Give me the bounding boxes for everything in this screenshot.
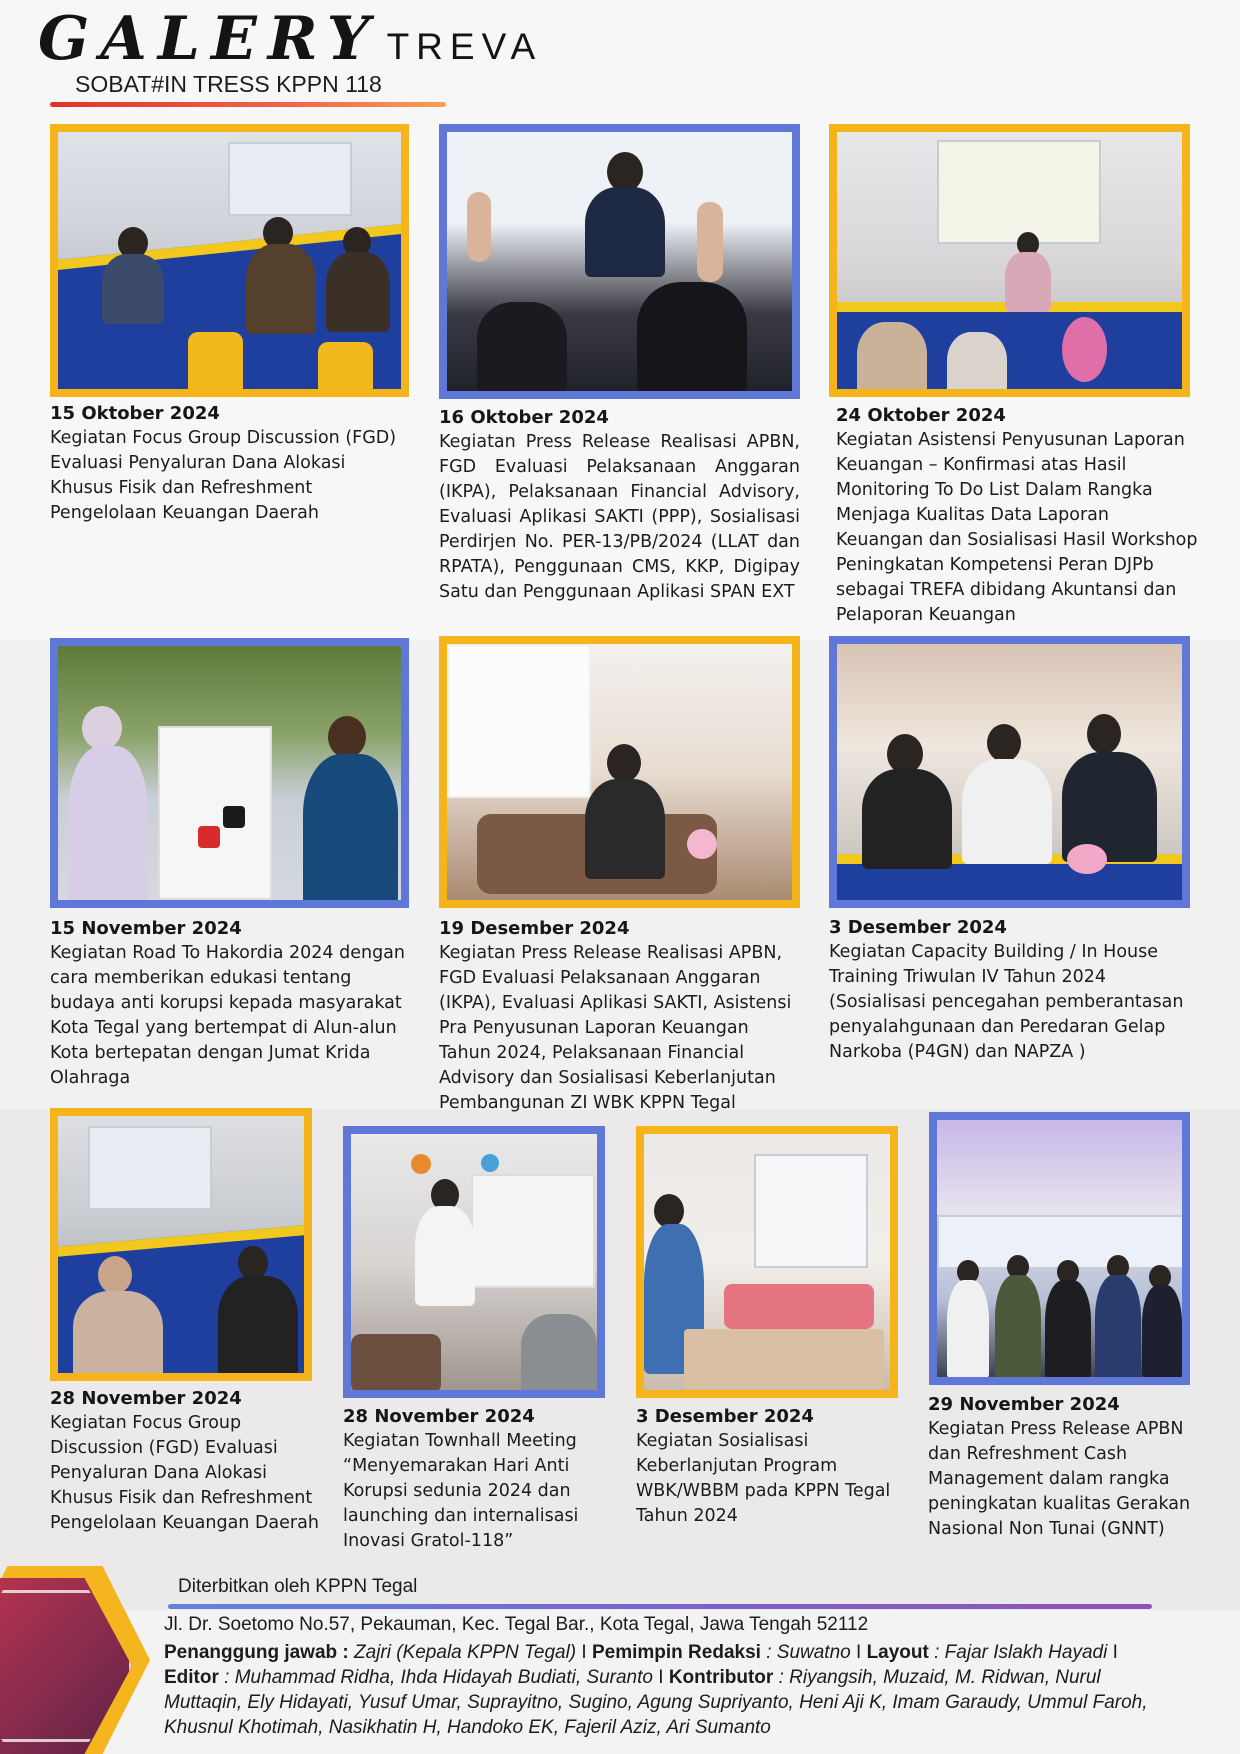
caption-7 xyxy=(50,1386,320,1536)
photo-capacity-building xyxy=(829,636,1190,908)
brand-suffix: TREVA xyxy=(386,26,543,67)
caption-text: Kegiatan Press Release Realisasi APBN, FGD Evaluasi Pelaksanaan Anggaran (IKPA), Evaluasi Aplikasi SAKTI, Asistensi Pra Penyusunan Laporan Keuangan Tahun 2024, Pelaksanaan Financial Advisory dan Sosialisasi Keberlanjutan Pembangunan ZI WBK KPPN Tegal xyxy=(439,943,792,1113)
caption-text: Kegiatan Townhall Meeting “Menyemarakan Hari Anti Korupsi sedunia 2024 dan launching dan internalisasi Inovasi Gratol-118” xyxy=(343,1431,579,1551)
caption-3 xyxy=(836,403,1198,628)
caption-date: 15 Oktober 2024 xyxy=(50,403,220,424)
credit-separator: I xyxy=(1112,1642,1118,1663)
caption-8 xyxy=(343,1404,608,1554)
footer-divider xyxy=(168,1604,1152,1609)
caption-date: 29 November 2024 xyxy=(928,1394,1120,1415)
credit-label: Layout xyxy=(866,1642,929,1663)
caption-date: 28 November 2024 xyxy=(343,1406,535,1427)
photo-sosialisasi-wbk xyxy=(636,1126,898,1398)
caption-text: Kegiatan Capacity Building / In House Training Triwulan IV Tahun 2024 (Sosialisasi pencegahan pemberantasan penyalahgunaan dan Peredaran Gelap Narkoba (P4GN) dan NAPZA ) xyxy=(829,942,1184,1062)
caption-date: 15 November 2024 xyxy=(50,918,242,939)
caption-text: Kegiatan Asistensi Penyusunan Laporan Keuangan – Konfirmasi atas Hasil Monitoring To Do List Dalam Rangka Menjaga Kualitas Data Laporan Keuangan dan Sosialisasi Hasil Workshop Peningkatan Kompetensi Peran DJPb sebagai TREFA dibidang Akuntansi dan Pelaporan Keuangan xyxy=(836,430,1198,625)
caption-4 xyxy=(50,916,410,1091)
photo-press-release-december xyxy=(439,636,800,908)
caption-text: Kegiatan Focus Group Discussion (FGD) Evaluasi Penyaluran Dana Alokasi Khusus Fisik dan Refreshment Pengelolaan Keuangan Daerah xyxy=(50,428,397,523)
publisher-line: Diterbitkan oleh KPPN Tegal xyxy=(178,1576,418,1597)
editorial-credits xyxy=(164,1640,1164,1740)
caption-date: 3 Desember 2024 xyxy=(829,917,1007,938)
caption-6 xyxy=(829,915,1190,1065)
credit-separator: I xyxy=(581,1642,592,1663)
caption-text: Kegiatan Road To Hakordia 2024 dengan cara memberikan edukasi tentang budaya anti korupsi kepada masyarakat Kota Tegal yang bertempat di Alun-alun Kota bertepatan dengan Jumat Krida Olahraga xyxy=(50,943,405,1088)
caption-text: Kegiatan Sosialisasi Keberlanjutan Program WBK/WBBM pada KPPN Tegal Tahun 2024 xyxy=(636,1431,891,1526)
tagline: SOBAT#IN TRESS KPPN 118 xyxy=(75,71,382,97)
caption-10 xyxy=(928,1392,1196,1542)
caption-1 xyxy=(50,401,410,526)
photo-townhall-meeting xyxy=(343,1126,605,1398)
caption-date: 3 Desember 2024 xyxy=(636,1406,814,1427)
photo-press-release-october xyxy=(439,124,800,399)
office-address: Jl. Dr. Soetomo No.57, Pekauman, Kec. Tegal Bar., Kota Tegal, Jawa Tengah 52112 xyxy=(164,1614,869,1635)
caption-text: Kegiatan Press Release Realisasi APBN, FGD Evaluasi Pelaksanaan Anggaran (IKPA), Pelaksanaan Financial Advisory, Evaluasi Aplikasi SAKTI (PPP), Sosialisasi Perdirjen No. PER-13/PB/2024 (LLAT dan RPATA), Penggunaan CMS, KKP, Digipay Satu dan Penggunaan Aplikasi SPAN EXT xyxy=(439,432,800,602)
credit-value: : Riyangsih, Muzaid, M. Ridwan, Nurul Muttaqin, Ely Hidayati, Yusuf Umar, Suprayitno, Sugino, Agung Supriyanto, Heni Aji K, Imam Garaudy, Ummul Faroh, Khusnul Khotimah, Nasikhatin H, Handoko EK, Fajeril Aziz, Ari Sumanto xyxy=(164,1667,1148,1738)
credit-label: Penanggung jawab : xyxy=(164,1642,349,1663)
caption-date: 19 Desember 2024 xyxy=(439,918,630,939)
header-divider xyxy=(50,102,446,107)
credit-value: : Suwatno xyxy=(766,1642,851,1663)
caption-text: Kegiatan Press Release APBN dan Refreshment Cash Management dalam rangka peningkatan kualitas Gerakan Nasional Non Tunai (GNNT) xyxy=(928,1419,1191,1539)
photo-press-release-gnnt xyxy=(929,1112,1190,1385)
caption-2 xyxy=(439,405,800,605)
credit-value: : Fajar Islakh Hayadi xyxy=(934,1642,1108,1663)
credit-separator: I xyxy=(856,1642,867,1663)
masthead xyxy=(38,4,542,74)
brand-title: GALERY xyxy=(38,4,381,74)
credit-label: Pemimpin Redaksi xyxy=(591,1642,761,1663)
credit-separator: I xyxy=(658,1667,669,1688)
credit-value: : Muhammad Ridha, Ihda Hidayah Budiati, Suranto xyxy=(224,1667,653,1688)
credit-value: Zajri (Kepala KPPN Tegal) xyxy=(354,1642,577,1663)
caption-5 xyxy=(439,916,800,1116)
credit-label: Kontributor xyxy=(668,1667,774,1688)
caption-date: 16 Oktober 2024 xyxy=(439,407,609,428)
caption-date: 28 November 2024 xyxy=(50,1388,242,1409)
caption-text: Kegiatan Focus Group Discussion (FGD) Evaluasi Penyaluran Dana Alokasi Khusus Fisik dan Refreshment Pengelolaan Keuangan Daerah xyxy=(50,1413,319,1533)
photo-asistensi-lk-october xyxy=(829,124,1190,397)
caption-9 xyxy=(636,1404,906,1529)
caption-date: 24 Oktober 2024 xyxy=(836,405,1006,426)
photo-road-to-hakordia xyxy=(50,638,409,908)
photo-fgd-dak-november xyxy=(50,1108,312,1381)
photo-fgd-dak-october xyxy=(50,124,409,397)
credit-label: Editor xyxy=(164,1667,219,1688)
